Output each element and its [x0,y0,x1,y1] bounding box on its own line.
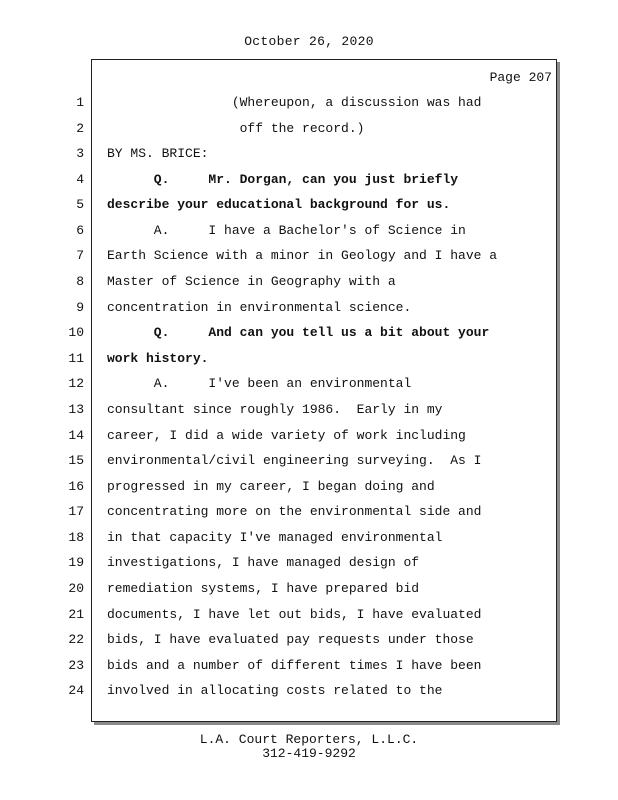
line-number: 18 [68,530,84,545]
transcript-line [0,351,618,373]
reporter-phone: 312-419-9292 [262,746,356,761]
line-text: work history. [107,351,209,366]
line-number: 1 [76,95,84,110]
header-date: October 26, 2020 [244,34,374,49]
line-text: environmental/civil engineering surveying. As I [107,453,482,468]
line-text: Q. Mr. Dorgan, can you just briefly [107,172,459,187]
page-number: Page 207 [489,70,552,85]
transcript-line [0,581,618,603]
transcript-line [0,325,618,347]
line-text: (Whereupon, a discussion was had [107,95,482,110]
line-text: A. I've been an environmental [107,376,412,391]
line-number: 9 [76,300,84,315]
line-number: 11 [68,351,84,366]
line-text: describe your educational background for us. [107,197,451,212]
line-text: off the record.) [107,121,365,136]
line-text: concentration in environmental science. [107,300,412,315]
line-text: A. I have a Bachelor's of Science in [107,223,466,238]
line-text: remediation systems, I have prepared bid [107,581,420,596]
line-text: career, I did a wide variety of work including [107,428,466,443]
line-number: 20 [68,581,84,596]
transcript-line [0,683,618,705]
transcript-line [0,248,618,270]
line-number: 21 [68,607,84,622]
line-text: bids, I have evaluated pay requests under those [107,632,474,647]
line-number: 3 [76,146,84,161]
line-text: progressed in my career, I began doing and [107,479,435,494]
transcript-line [0,197,618,219]
line-text: concentrating more on the environmental side and [107,504,482,519]
transcript-line [0,428,618,450]
reporter-company: L.A. Court Reporters, L.L.C. [199,732,419,747]
transcript-line [0,223,618,245]
line-number: 4 [76,172,84,187]
line-number: 13 [68,402,84,417]
line-text: investigations, I have managed design of [107,555,420,570]
transcript-line [0,658,618,680]
line-number: 23 [68,658,84,673]
line-number: 6 [76,223,84,238]
line-number: 10 [68,325,84,340]
transcript-line [0,95,618,117]
transcript-line [0,479,618,501]
line-text: involved in allocating costs related to the [107,683,443,698]
line-text: Earth Science with a minor in Geology and I have a [107,248,498,263]
line-number: 19 [68,555,84,570]
line-text: in that capacity I've managed environmental [107,530,443,545]
line-number: 2 [76,121,84,136]
line-number: 17 [68,504,84,519]
footer [0,733,618,761]
line-number: 12 [68,376,84,391]
transcript-line [0,121,618,143]
line-number: 7 [76,248,84,263]
transcript-line [0,402,618,424]
line-text: documents, I have let out bids, I have evaluated [107,607,482,622]
line-number: 22 [68,632,84,647]
line-number: 15 [68,453,84,468]
line-number: 8 [76,274,84,289]
line-text: bids and a number of different times I have been [107,658,482,673]
transcript-line [0,555,618,577]
transcript-line [0,172,618,194]
line-text: Q. And can you tell us a bit about your [107,325,490,340]
line-number: 24 [68,683,84,698]
line-number: 5 [76,197,84,212]
line-text: Master of Science in Geography with a [107,274,396,289]
line-text: consultant since roughly 1986. Early in my [107,402,443,417]
transcript-line [0,300,618,322]
transcript-line [0,607,618,629]
transcript-line [0,376,618,398]
transcript-line [0,530,618,552]
transcript-line [0,632,618,654]
transcript-line [0,274,618,296]
transcript-line [0,146,618,168]
transcript-line [0,504,618,526]
line-number: 16 [68,479,84,494]
line-number: 14 [68,428,84,443]
line-text: BY MS. BRICE: [107,146,209,161]
transcript-line [0,453,618,475]
